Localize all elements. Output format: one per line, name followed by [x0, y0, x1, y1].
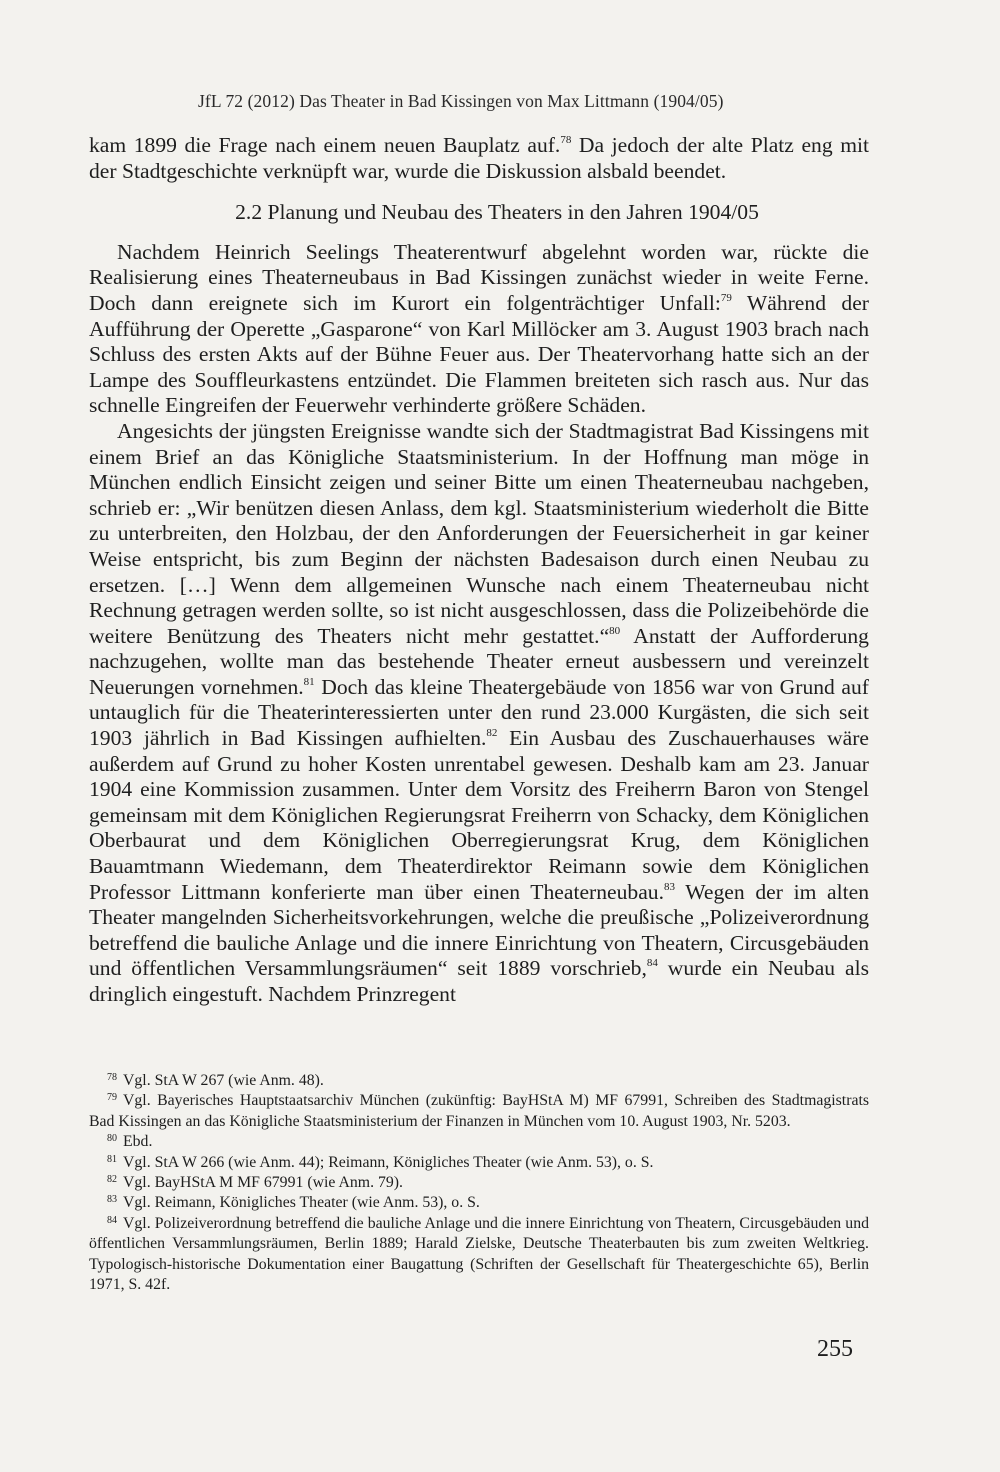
paragraph-2 [89, 419, 869, 1008]
footnote: 78 Vgl. StA W 267 (wie Anm. 48). [107, 1072, 324, 1089]
footnote-ref: 80 [609, 624, 621, 637]
footnote-ref: 78 [560, 134, 572, 146]
paragraph-text: kam 1899 die Frage nach einem neuen Bauplatz auf. [89, 133, 561, 157]
footnote-ref: 83 [664, 880, 675, 893]
footnotes [89, 1071, 869, 1295]
footnote-text: Vgl. Bayerisches Hauptstaatsarchiv München (zukünftig: BayHStA M) MF 67991, Schreiben des Stadtmagistrats Bad Kissingen an das Königliche Staatsministerium der Finanzen in München vom 10. August 1903, Nr. 5203. [89, 1092, 869, 1130]
footnote: 79 Vgl. Bayerisches Hauptstaatsarchiv München (zukünftig: BayHStA M) MF 67991, Schreiben des Stadtmagistrats Bad Kissingen an das Königliche Staatsministerium der Finanzen in München vom 10. August 1903, Nr. 5203. [89, 1092, 869, 1130]
footnote-text: Vgl. BayHStA M MF 67991 (wie Anm. 79). [123, 1174, 403, 1192]
footnote-text: Vgl. Reimann, Königliches Theater (wie Anm. 53), o. S. [123, 1194, 480, 1212]
footnote-text: Vgl. Polizeiverordnung betreffend die bauliche Anlage und die innere Einrichtung von Theatern, Circusgebäuden und öffentlichen Versammlungsräumen, Berlin 1889; Harald Zielske, Deutsche Theaterbauten bis zum zweiten Weltkrieg. Typologisch-historische Dokumentation einer Baugattung (Schriften der Gesellschaft für Theatergeschichte 65), Berlin 1971, S. 42f. [89, 1214, 869, 1294]
footnote-ref: 82 [486, 727, 498, 740]
paragraph-text: Anstatt der Aufforderung nachzugehen, wollte man das bestehende Theater erneut ausbessern und vereinzelt Neuerungen vornehmen. [89, 623, 869, 699]
footnote: 83 Vgl. Reimann, Königliches Theater (wie Anm. 53), o. S. [107, 1194, 480, 1212]
footnote-ref: 81 [303, 675, 315, 688]
continuation-paragraph [89, 133, 869, 184]
paragraph-text: Ein Ausbau des Zuschauerhauses wäre außerdem auf Grund zu hoher Kosten unrentabel gewesen. Deshalb kam am 23. Januar 1904 eine Kommission zusammen. Unter dem Vorsitz des Freiherrn Baron von Stengel gemeinsam mit dem Königlichen Regierungsrat Freiherrn von Schacky, dem Königlichen Oberbaurat und dem Königlichen Oberregierungsrat Krug, dem Königlichen Bauamtmann Wiedemann, dem Theaterdirektor Reimann sowie dem Königlichen Professor Littmann konferierte man über einen Theaterneubau. [89, 726, 869, 904]
footnote: 80 Ebd. [107, 1133, 153, 1151]
footnote-text: Ebd. [123, 1133, 153, 1151]
paragraph-text: Nachdem Heinrich Seelings Theaterentwurf abgelehnt worden war, rückte die Realisierung eines Theaterneubaus in Bad Kissingen zunächst wieder in weite Ferne. Doch dann ereignete sich im Kurort ein folgenträchtiger Unfall: [89, 239, 869, 315]
section-heading: 2.2 Planung und Neubau des Theaters in den Jahren 1904/05 [235, 200, 759, 225]
footnote: 81 Vgl. StA W 266 (wie Anm. 44); Reimann, Königliches Theater (wie Anm. 53), o. S. [107, 1153, 654, 1171]
body-text [89, 133, 869, 1008]
footnote: 82 Vgl. BayHStA M MF 67991 (wie Anm. 79). [107, 1174, 403, 1192]
paragraph-text: Da jedoch der alte Platz eng mit der Stadtgeschichte verknüpft war, wurde die Diskussion alsbald beendet. [89, 133, 869, 183]
footnote-ref: 84 [646, 957, 658, 970]
paragraph-text: Wegen der im alten Theater mangelnden Sicherheitsvorkehrungen, welche die preußische „Polizeiverordnung betreffend die bauliche Anlage und die innere Einrichtung von Theatern, Circusgebäuden und öffentlichen Versammlungsräumen“ seit 1889 vorschrieb, [89, 879, 869, 981]
footnote-text: Vgl. StA W 266 (wie Anm. 44); Reimann, Königliches Theater (wie Anm. 53), o. S. [123, 1153, 654, 1171]
paragraph-text: Angesichts der jüngsten Ereignisse wandte sich der Stadtmagistrat Bad Kissingens mit einem Brief an das Königliche Staatsministerium. In der Hoffnung man möge in München endlich Einsicht zeigen und seiner Bitte um einen Theaterneubau nachgeben, schrieb er: „Wir benützen diesen Anlass, dem kgl. Staatsministerium wiederholt die Bitte zu unterbreiten, den Holzbau, der den Anforderungen der Feuersicherheit in gar keiner Weise entspricht, bis zum Beginn der nächsten Badesaison durch einen Neubau zu ersetzen. […] Wenn dem allgemeinen Wunsche nach einem Theaterneubau nicht Rechnung getragen werden sollte, so ist nicht ausgeschlossen, dass die Polizeibehörde die weitere Benützung des Theaters nicht mehr gestattet.“ [89, 418, 869, 648]
footnote-text: Vgl. StA W 267 (wie Anm. 48). [123, 1072, 324, 1089]
running-head: JfL 72 (2012) Das Theater in Bad Kissingen von Max Littmann (1904/05) [198, 91, 724, 111]
paragraph-1 [89, 240, 869, 419]
footnote-ref: 79 [720, 291, 732, 304]
page-number: 255 [817, 1336, 853, 1362]
paragraph-text: wurde ein Neubau als dringlich eingestuft. Nachdem Prinzregent [89, 956, 869, 1006]
paragraph-text: Während der Aufführung der Operette „Gasparone“ von Karl Millöcker am 3. August 1903 brach nach Schluss des ersten Akts auf der Bühne Feuer aus. Der Theatervorhang hatte sich an der Lampe des Souffleurkastens entzündet. Die Flammen breiteten sich rasch aus. Nur das schnelle Eingreifen der Feuerwehr verhinderte größere Schäden. [89, 290, 869, 418]
paragraph-text: Doch das kleine Theatergebäude von 1856 war von Grund auf untauglich für die Theaterinteressierten unter den rund 23.000 Kurgästen, die sich seit 1903 jährlich in Bad Kissingen aufhielten. [89, 674, 869, 751]
footnote: 84 Vgl. Polizeiverordnung betreffend die bauliche Anlage und die innere Einrichtung von Theatern, Circusgebäuden und öffentlichen Versammlungsräumen, Berlin 1889; Harald Zielske, Deutsche Theaterbauten bis zum zweiten Weltkrieg. Typologisch-historische Dokumentation einer Baugattung (Schriften der Gesellschaft für Theatergeschichte 65), Berlin 1971, S. 42f. [89, 1214, 869, 1294]
